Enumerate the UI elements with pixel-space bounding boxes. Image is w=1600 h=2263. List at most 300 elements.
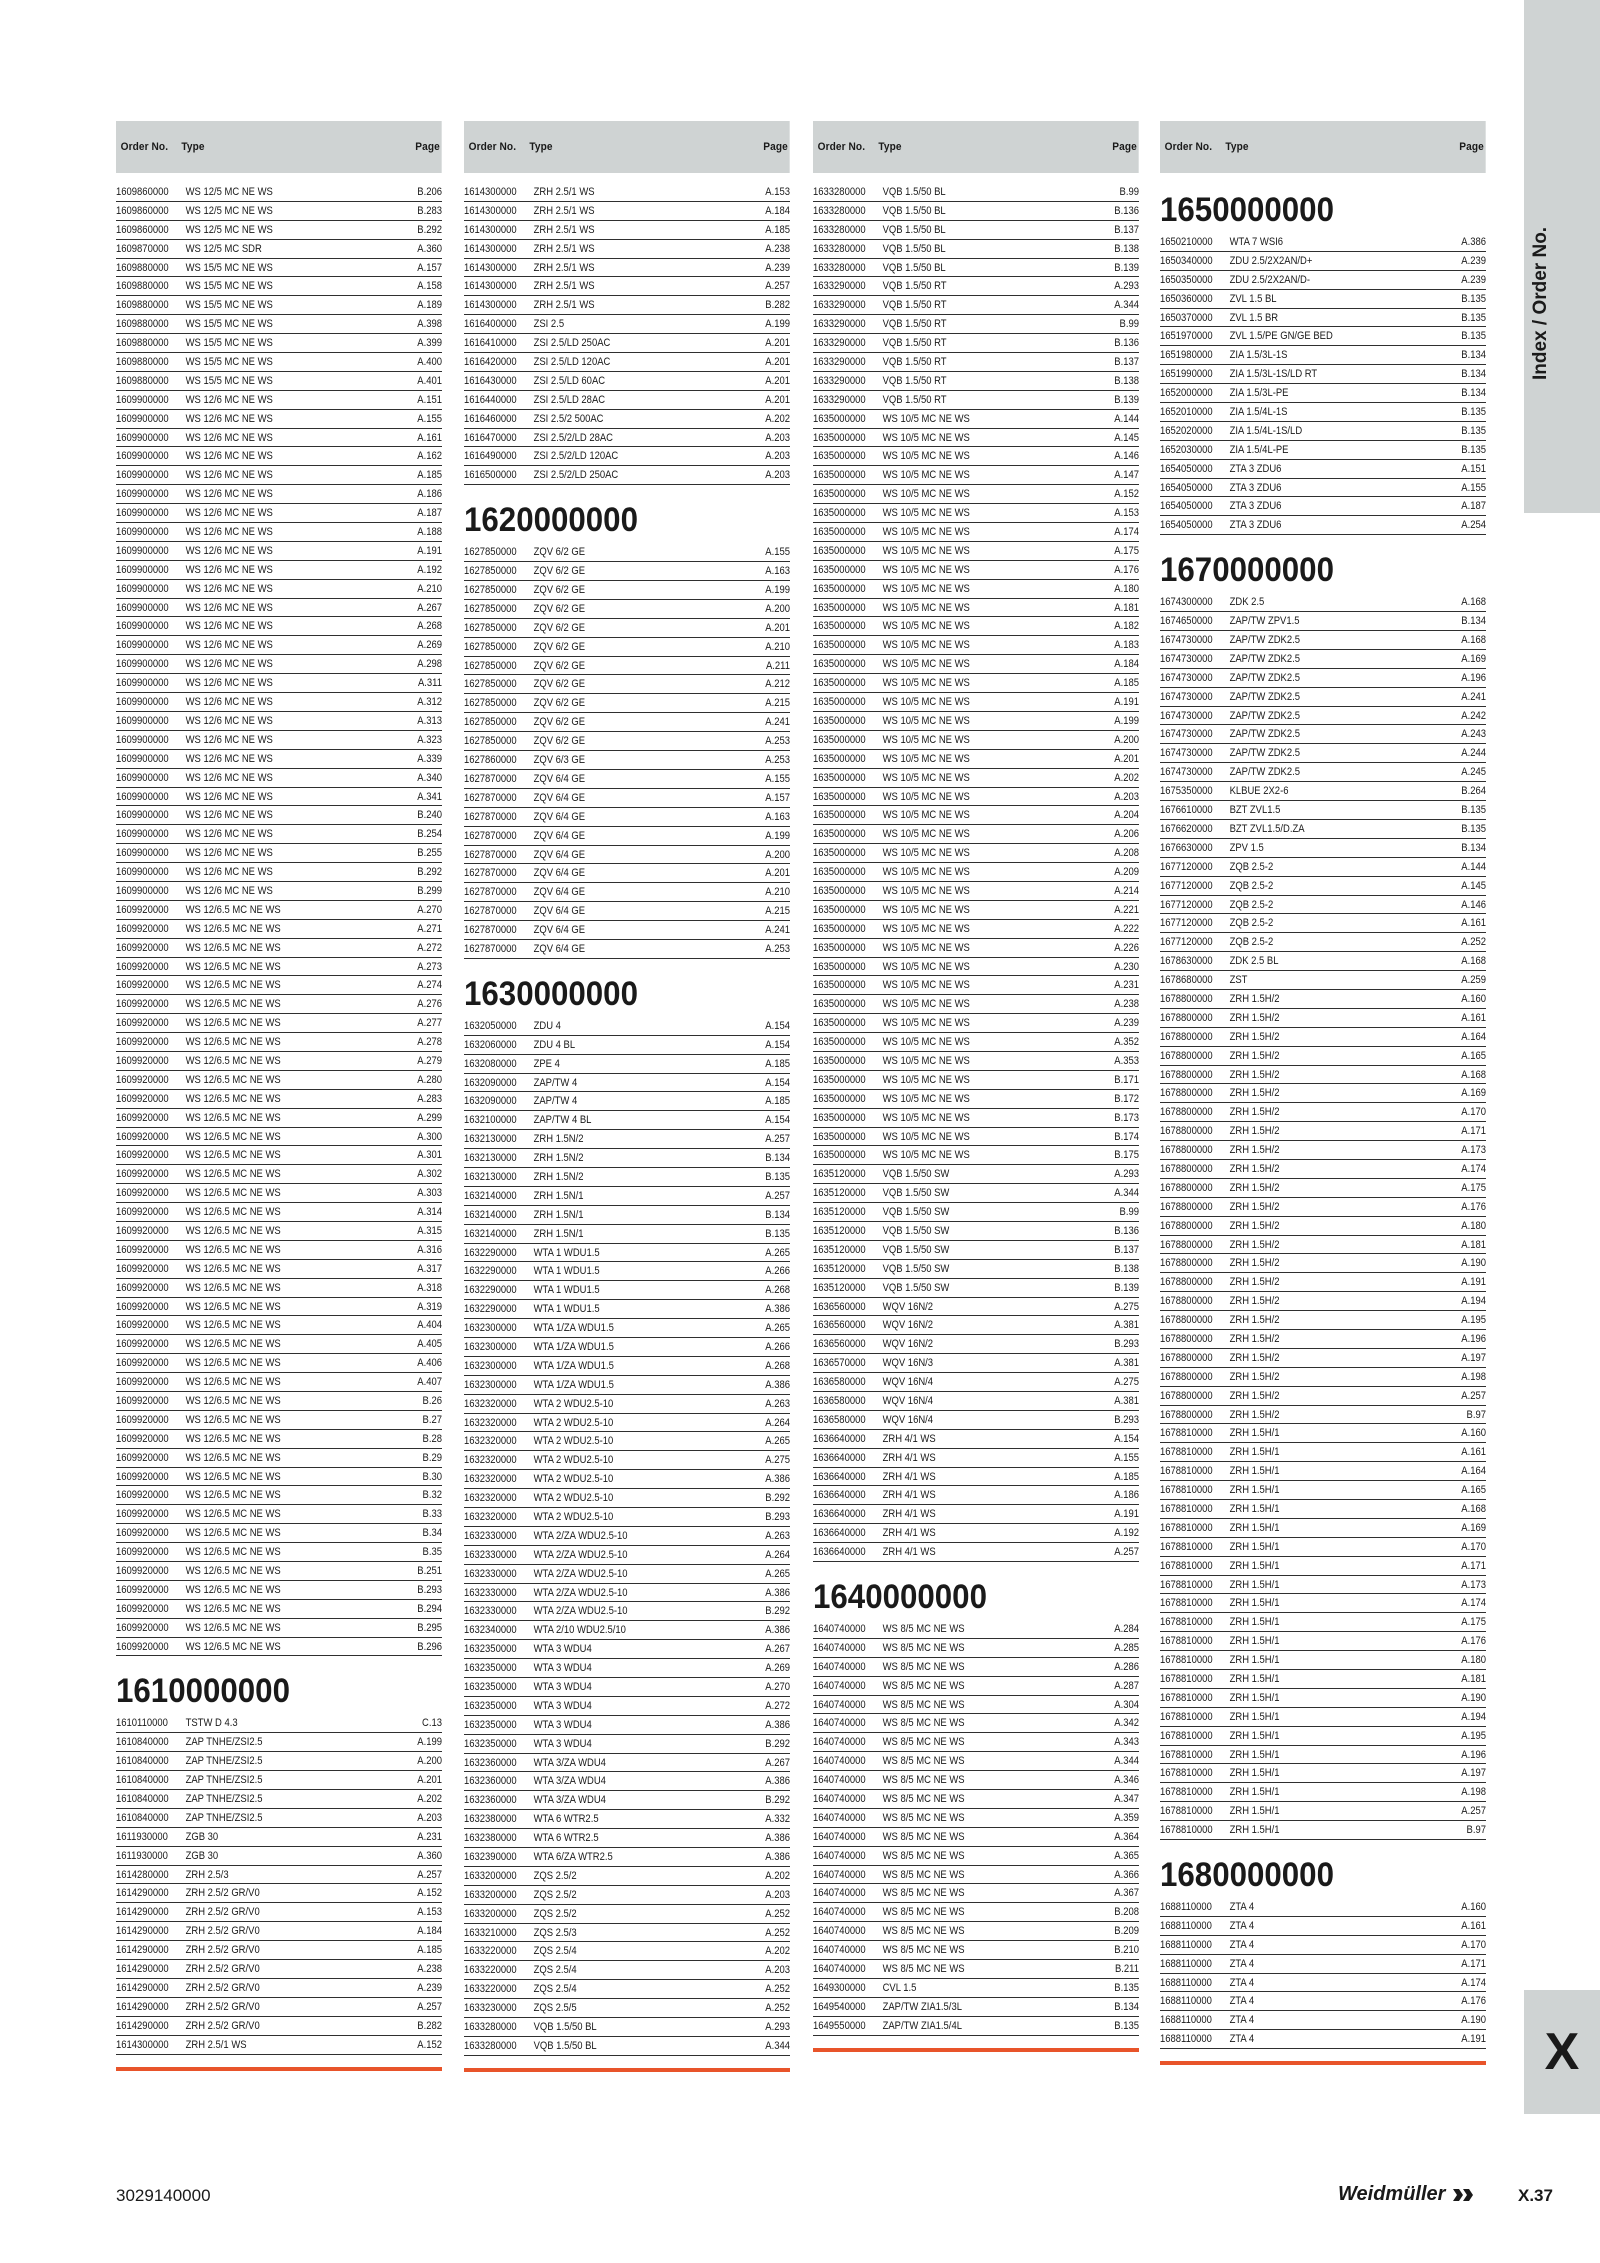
page-ref: A.185 [417, 1944, 442, 1957]
page-ref: B.206 [417, 186, 442, 198]
table-row [464, 1262, 790, 1281]
type-name: ZRH 2.5/1 WS [533, 261, 595, 274]
type-name: WS 12/6.5 MC NE WS [185, 960, 281, 973]
type-name: ZSI 2.5/LD 28AC [533, 393, 606, 406]
page-ref: A.157 [417, 261, 442, 274]
column-body [813, 183, 1139, 2036]
table-row [1160, 1160, 1486, 1179]
order-number: 1609900000 [116, 790, 169, 803]
table-row [1160, 1936, 1486, 1955]
page-ref: A.302 [417, 1168, 442, 1181]
type-name: WS 8/5 MC NE WS [882, 1906, 965, 1919]
type-name: ZRH 2.5/2 GR/V0 [185, 2019, 260, 2032]
order-number: 1635000000 [813, 828, 866, 841]
order-number: 1635000000 [813, 1073, 866, 1086]
page-ref: A.201 [765, 621, 790, 634]
type-name: ZVL 1.5 BR [1229, 311, 1279, 324]
type-name: ZQV 6/4 GE [533, 848, 586, 861]
order-number: 1609900000 [116, 620, 169, 633]
page-ref: A.175 [1461, 1181, 1486, 1194]
type-name: ZRH 1.5H/1 [1229, 1503, 1280, 1515]
type-name: WS 8/5 MC NE WS [882, 1830, 965, 1843]
type-name: WS 12/6.5 MC NE WS [185, 1583, 281, 1596]
type-name: ZQS 2.5/4 [533, 1983, 577, 1996]
table-row [464, 1432, 790, 1451]
table-row [116, 1903, 442, 1922]
type-name: VQB 1.5/50 BL [882, 186, 946, 198]
order-number: 1640740000 [813, 1755, 866, 1768]
page-ref: A.195 [1461, 1729, 1486, 1742]
table-row [464, 1527, 790, 1546]
table-row [813, 674, 1139, 693]
page-ref: A.381 [1114, 1395, 1139, 1407]
type-name: ZSI 2.5/LD 60AC [533, 374, 606, 387]
order-number: 1635000000 [813, 1036, 866, 1049]
page-ref: B.240 [417, 809, 442, 822]
order-number: 1632290000 [464, 1303, 517, 1316]
page-ref: B.208 [1114, 1906, 1139, 1919]
order-number: 1649550000 [813, 2019, 866, 2032]
table-row [464, 391, 790, 410]
order-number: 1609920000 [116, 1281, 169, 1294]
type-name: ZDU 2.5/2X2AN/D- [1229, 273, 1311, 286]
table-row [813, 523, 1139, 542]
order-number: 1654050000 [1160, 519, 1213, 532]
table-row [1160, 707, 1486, 726]
order-number: 1614300000 [464, 261, 517, 274]
type-name: CVL 1.5 [882, 1981, 917, 1994]
type-name: WS 12/6.5 MC NE WS [185, 1281, 281, 1294]
page-ref: A.241 [1461, 690, 1486, 703]
page-ref: A.146 [1114, 450, 1139, 463]
order-number: 1632320000 [464, 1473, 517, 1486]
order-number: 1675350000 [1160, 785, 1213, 798]
type-name: WS 12/6.5 MC NE WS [185, 1224, 281, 1237]
page-ref: A.191 [417, 544, 442, 557]
order-number: 1635000000 [813, 1054, 866, 1067]
type-name: WS 12/6.5 MC NE WS [185, 1470, 281, 1483]
order-number: 1609900000 [116, 412, 169, 425]
order-number: 1678810000 [1160, 1446, 1213, 1459]
table-row [813, 1298, 1139, 1317]
order-number: 1627850000 [464, 678, 517, 691]
order-number: 1627870000 [464, 942, 517, 955]
page-ref: A.174 [1114, 526, 1139, 539]
type-name: WTA 3 WDU4 [533, 1737, 592, 1750]
type-name: ZQV 6/3 GE [533, 754, 586, 767]
page-ref: B.293 [1114, 1338, 1139, 1351]
order-number: 1636640000 [813, 1546, 866, 1559]
type-name: VQB 1.5/50 RT [882, 299, 947, 312]
order-number: 1636640000 [813, 1451, 866, 1464]
table-row [1160, 1387, 1486, 1406]
page-ref: B.135 [1114, 1981, 1139, 1994]
page-ref: A.174 [1461, 1976, 1486, 1989]
order-number: 1632330000 [464, 1529, 517, 1542]
section-heading: 1680000000 [1160, 1856, 1334, 1895]
page-ref: A.407 [417, 1376, 442, 1389]
table-row [813, 202, 1139, 221]
table-row [1160, 839, 1486, 858]
type-name: WS 12/6.5 MC NE WS [185, 1395, 281, 1407]
page-ref: B.135 [1461, 822, 1486, 835]
order-number: 1633290000 [813, 299, 866, 312]
table-row [1160, 1651, 1486, 1670]
table-row [464, 543, 790, 562]
page-ref: B.264 [1461, 785, 1486, 798]
order-number: 1635000000 [813, 544, 866, 557]
page-ref: A.323 [417, 733, 442, 746]
order-number: 1635000000 [813, 601, 866, 614]
type-name: ZIA 1.5/3L-PE [1229, 387, 1289, 400]
type-name: VQB 1.5/50 SW [882, 1243, 950, 1256]
order-number: 1632140000 [464, 1227, 517, 1240]
order-number: 1635000000 [813, 809, 866, 822]
table-row [1160, 1500, 1486, 1519]
column-end-rule [813, 2048, 1139, 2052]
type-name: WS 8/5 MC NE WS [882, 1774, 965, 1787]
table-row [813, 504, 1139, 523]
page-ref: B.134 [1114, 2000, 1139, 2013]
type-name: WS 12/6.5 MC NE WS [185, 1489, 281, 1502]
type-name: WTA 2 WDU2.5-10 [533, 1435, 614, 1448]
table-row [813, 806, 1139, 825]
type-name: WS 10/5 MC NE WS [882, 1054, 970, 1067]
order-number: 1609880000 [116, 299, 169, 312]
page-ref: A.197 [1461, 1351, 1486, 1364]
table-row [464, 864, 790, 883]
order-number: 1678800000 [1160, 1314, 1213, 1327]
page-ref: A.182 [1114, 620, 1139, 633]
page-ref: A.169 [1461, 1521, 1486, 1534]
table-row [116, 1241, 442, 1260]
table-row [813, 447, 1139, 466]
order-number: 1632360000 [464, 1794, 517, 1807]
type-name: WS 12/6 MC NE WS [185, 790, 273, 803]
type-name: WS 10/5 MC NE WS [882, 960, 970, 973]
page-ref: A.155 [417, 412, 442, 425]
page-ref: A.231 [1114, 979, 1139, 992]
order-number: 1609920000 [116, 1168, 169, 1181]
type-name: WQV 16N/4 [882, 1376, 934, 1389]
table-row [813, 1109, 1139, 1128]
page-ref: A.145 [1461, 879, 1486, 892]
table-row [464, 1319, 790, 1338]
order-number: 1632140000 [464, 1189, 517, 1202]
order-number: 1633280000 [464, 2021, 517, 2034]
type-name: ZRH 1.5H/1 [1229, 1521, 1280, 1534]
type-name: WS 12/6.5 MC NE WS [185, 1206, 281, 1219]
type-name: WTA 6/ZA WTR2.5 [533, 1851, 613, 1864]
type-name: ZRH 2.5/1 WS [533, 223, 595, 236]
type-name: VQB 1.5/50 SW [882, 1206, 950, 1219]
order-number: 1636560000 [813, 1338, 866, 1351]
page-ref: A.347 [1114, 1793, 1139, 1806]
section-heading: 1670000000 [1160, 551, 1334, 590]
order-number: 1609900000 [116, 847, 169, 860]
type-name: ZAP/TW 4 BL [533, 1114, 592, 1127]
table-row [813, 1847, 1139, 1866]
type-name: ZIA 1.5/4L-1S/LD [1229, 424, 1303, 437]
type-name: WS 12/6 MC NE WS [185, 507, 273, 520]
page-header: Page [415, 141, 440, 153]
page-ref: A.279 [417, 1054, 442, 1067]
page-ref: A.275 [1114, 1376, 1139, 1389]
type-name: WS 12/6.5 MC NE WS [185, 1602, 281, 1615]
type-name: WS 12/6 MC NE WS [185, 620, 273, 633]
table-row [116, 485, 442, 504]
table-row [464, 1621, 790, 1640]
order-number: 1678810000 [1160, 1691, 1213, 1704]
type-name: ZRH 1.5N/2 [533, 1133, 584, 1146]
type-name: ZSI 2.5/2/LD 28AC [533, 431, 613, 444]
page-ref: A.359 [1114, 1811, 1139, 1824]
page-ref: B.30 [422, 1470, 442, 1483]
table-row [116, 863, 442, 882]
type-name: ZRH 1.5H/1 [1229, 1597, 1280, 1610]
order-number: 1674730000 [1160, 690, 1213, 703]
table-row [116, 1847, 442, 1866]
page-ref: B.173 [1114, 1111, 1139, 1124]
page-ref: A.381 [1114, 1319, 1139, 1332]
page-ref: A.317 [417, 1262, 442, 1275]
page-ref: A.267 [765, 1643, 790, 1656]
page-ref: B.174 [1114, 1130, 1139, 1143]
page-ref: A.157 [765, 791, 790, 804]
order-number: 1678810000 [1160, 1521, 1213, 1534]
page-ref: A.341 [417, 790, 442, 803]
order-number: 1609900000 [116, 696, 169, 709]
page-ref: B.139 [1114, 1281, 1139, 1294]
order-number: 1654050000 [1160, 500, 1213, 513]
page-ref: A.269 [417, 639, 442, 652]
type-name: ZRH 1.5H/2 [1229, 1125, 1280, 1138]
table-row [464, 1338, 790, 1357]
type-name: ZRH 1.5H/2 [1229, 1408, 1280, 1421]
table-row [1160, 441, 1486, 460]
type-name: ZAP/TW 4 [533, 1076, 578, 1089]
page-ref: A.144 [1114, 412, 1139, 425]
table-row [813, 1884, 1139, 1903]
table-row [116, 958, 442, 977]
page-ref: B.251 [417, 1565, 442, 1578]
type-name: WS 12/6 MC NE WS [185, 450, 273, 463]
index-column-4 [1160, 121, 1486, 2065]
table-row [116, 1203, 442, 1222]
order-number: 1632360000 [464, 1775, 517, 1788]
type-name: ZRH 4/1 WS [882, 1546, 936, 1559]
order-number: 1609900000 [116, 393, 169, 406]
type-name: WS 10/5 MC NE WS [882, 488, 970, 501]
page-ref: A.162 [417, 450, 442, 463]
type-name: ZDU 4 [533, 1019, 561, 1032]
order-number: 1635000000 [813, 658, 866, 671]
type-name: WS 12/6.5 MC NE WS [185, 941, 281, 954]
page-ref: A.268 [417, 620, 442, 633]
table-row [116, 769, 442, 788]
type-name: WTA 2 WDU2.5-10 [533, 1492, 614, 1505]
order-number: 1610110000 [116, 1717, 168, 1730]
type-name: WS 12/6 MC NE WS [185, 412, 273, 425]
table-row [813, 1279, 1139, 1298]
page-ref: A.367 [1114, 1887, 1139, 1900]
type-name: WTA 2/ZA WDU2.5-10 [533, 1548, 628, 1561]
table-row [464, 1602, 790, 1621]
page-ref: A.201 [765, 393, 790, 406]
order-number: 1632350000 [464, 1737, 517, 1750]
order-number: 1632380000 [464, 1813, 517, 1826]
order-number: 1632080000 [464, 1057, 517, 1070]
type-name: WS 10/5 MC NE WS [882, 1017, 970, 1030]
page-ref: A.160 [1461, 1427, 1486, 1440]
table-row [1160, 1783, 1486, 1802]
type-name: WTA 2 WDU2.5-10 [533, 1416, 614, 1429]
page-ref: B.292 [765, 1492, 790, 1505]
type-name: ZTA 4 [1229, 1976, 1255, 1989]
type-name: ZAP/TW ZPV1.5 [1229, 615, 1300, 628]
table-row [116, 1771, 442, 1790]
page-ref: A.196 [1461, 1748, 1486, 1761]
type-name: ZPV 1.5 [1229, 841, 1264, 854]
table-row [464, 1678, 790, 1697]
type-name: ZSI 2.5/2/LD 250AC [533, 469, 619, 482]
table-row [813, 636, 1139, 655]
type-name: WS 12/6.5 MC NE WS [185, 1546, 281, 1559]
type-name: ZRH 1.5H/2 [1229, 992, 1280, 1005]
order-number: 1633220000 [464, 1964, 517, 1977]
page-ref: A.275 [765, 1454, 790, 1467]
order-number: 1609920000 [116, 1262, 169, 1275]
table-row [813, 750, 1139, 769]
type-header: Type [181, 141, 205, 153]
type-name: WTA 2 WDU2.5-10 [533, 1473, 614, 1486]
order-number: 1610840000 [116, 1755, 169, 1768]
type-name: ZTA 4 [1229, 2033, 1255, 2046]
type-name: ZRH 1.5N/1 [533, 1227, 584, 1240]
order-number: 1678810000 [1160, 1786, 1213, 1799]
order-number: 1674730000 [1160, 747, 1213, 760]
page-ref: A.146 [1461, 898, 1486, 911]
table-row [464, 1281, 790, 1300]
page-ref: A.257 [1461, 1389, 1486, 1402]
type-name: WS 12/6.5 MC NE WS [185, 903, 281, 916]
document-number: 3029140000 [116, 2186, 211, 2205]
page-ref: A.303 [417, 1187, 442, 1200]
page-ref: B.135 [1114, 2019, 1139, 2032]
order-number: 1632290000 [464, 1265, 517, 1278]
page-ref: A.399 [417, 337, 442, 350]
table-row [116, 1809, 442, 1828]
type-name: ZQV 6/4 GE [533, 905, 586, 918]
order-number: 1678800000 [1160, 1144, 1213, 1157]
page-ref: A.203 [417, 1811, 442, 1824]
order-number: 1633290000 [813, 337, 866, 350]
order-number: 1635000000 [813, 847, 866, 860]
order-number: 1678800000 [1160, 1068, 1213, 1081]
page-ref: A.270 [417, 903, 442, 916]
order-number: 1616440000 [464, 393, 517, 406]
page-ref: A.365 [1114, 1849, 1139, 1862]
table-row [464, 770, 790, 789]
page-ref: A.183 [1114, 639, 1139, 652]
page-ref: A.284 [1114, 1623, 1139, 1636]
page-ref: B.293 [417, 1583, 442, 1596]
type-name: WQV 16N/2 [882, 1338, 934, 1351]
page-ref: A.405 [417, 1338, 442, 1351]
type-name: WS 15/5 MC NE WS [185, 337, 273, 350]
table-row [116, 693, 442, 712]
column-body [464, 183, 790, 2056]
page-ref: A.201 [1114, 752, 1139, 765]
order-number: 1609900000 [116, 714, 169, 727]
order-number: 1627870000 [464, 867, 517, 880]
type-name: WS 12/6 MC NE WS [185, 884, 273, 897]
page-ref: B.175 [1114, 1149, 1139, 1162]
type-name: WQV 16N/2 [882, 1319, 934, 1332]
column-body [1160, 183, 1486, 2049]
order-number: 1614290000 [116, 1906, 169, 1919]
page-ref: A.342 [1114, 1717, 1139, 1730]
page-ref: A.187 [417, 507, 442, 520]
table-row [1160, 1992, 1486, 2011]
order-number: 1678800000 [1160, 1011, 1213, 1024]
table-row [116, 1279, 442, 1298]
page-ref: A.192 [417, 563, 442, 576]
order-number: 1632090000 [464, 1095, 517, 1108]
page-ref: B.134 [765, 1152, 790, 1165]
order-number: 1640740000 [813, 1925, 866, 1938]
order-number: 1609900000 [116, 563, 169, 576]
type-name: WS 12/5 MC NE WS [185, 223, 273, 236]
order-number: 1632320000 [464, 1454, 517, 1467]
order-number: 1609920000 [116, 1300, 169, 1313]
table-row [464, 1451, 790, 1470]
order-number: 1609920000 [116, 998, 169, 1011]
type-name: WS 10/5 MC NE WS [882, 752, 970, 765]
order-number: 1632320000 [464, 1511, 517, 1523]
order-number: 1609920000 [116, 1527, 169, 1540]
order-number: 1627850000 [464, 621, 517, 634]
type-name: ZIA 1.5/4L-1S [1229, 406, 1288, 419]
type-name: WQV 16N/4 [882, 1413, 934, 1426]
page-ref: B.135 [1461, 424, 1486, 437]
table-row [813, 863, 1139, 882]
table-row [464, 221, 790, 240]
table-row [116, 1543, 442, 1562]
index-column-3 [813, 121, 1139, 2052]
table-row [1160, 1330, 1486, 1349]
page-ref: A.170 [1461, 1540, 1486, 1553]
order-number: 1632290000 [464, 1284, 517, 1297]
table-row [1160, 1047, 1486, 1066]
order-number: 1632140000 [464, 1208, 517, 1221]
page-ref: A.155 [1114, 1451, 1139, 1464]
order-number: 1614290000 [116, 1887, 169, 1900]
table-row [1160, 346, 1486, 365]
table-row [464, 1999, 790, 2018]
page-ref: A.239 [1114, 1017, 1139, 1030]
type-name: WTA 1 WDU1.5 [533, 1303, 600, 1316]
page-ref: A.238 [1114, 998, 1139, 1011]
table-row [464, 902, 790, 921]
table-row [116, 277, 442, 296]
table-row [813, 315, 1139, 334]
type-name: ZRH 1.5H/1 [1229, 1805, 1280, 1818]
type-name: WS 12/6.5 MC NE WS [185, 1168, 281, 1181]
page-ref: A.340 [417, 771, 442, 784]
table-row [464, 1149, 790, 1168]
table-row [1160, 782, 1486, 801]
